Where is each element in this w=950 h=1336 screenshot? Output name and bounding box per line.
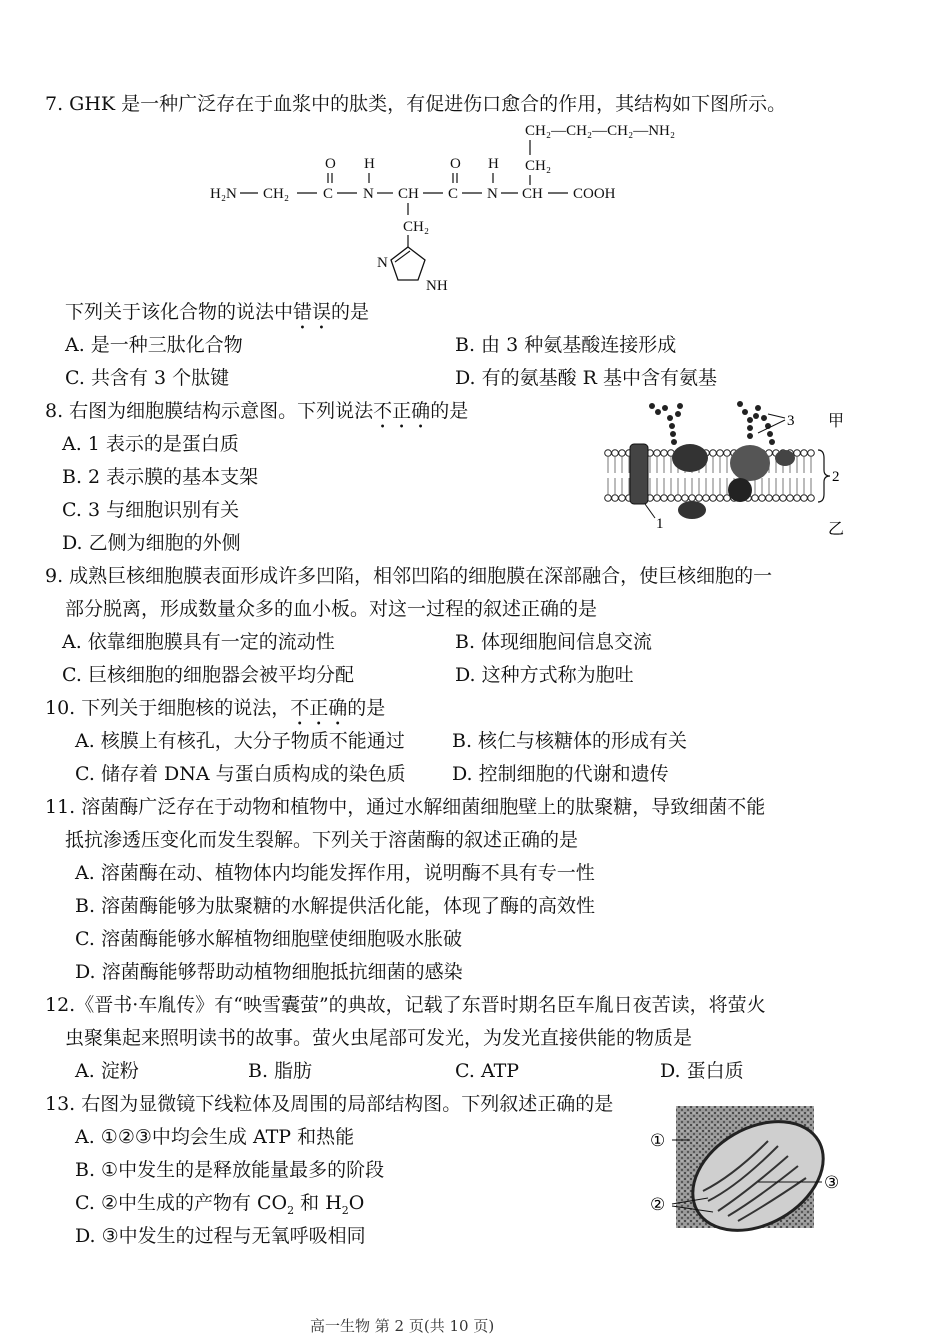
- q8-option-c[interactable]: C. 3 与细胞识别有关: [62, 499, 240, 521]
- membrane-side-bottom: 乙: [828, 521, 845, 538]
- q10-stem: [45, 696, 385, 730]
- q10-option-c[interactable]: C. 储存着 DNA 与蛋白质构成的染色质: [75, 763, 406, 785]
- formula-h2: H: [488, 156, 499, 172]
- ghk-structure-diagram: [200, 115, 676, 295]
- phospholipid-head: [794, 495, 801, 502]
- phospholipid-head: [619, 495, 626, 502]
- q7-option-a[interactable]: A. 是一种三肽化合物: [65, 334, 243, 356]
- q7-question: [65, 300, 369, 334]
- phospholipid-head: [654, 450, 661, 457]
- q8-option-a[interactable]: A. 1 表示的是蛋白质: [62, 433, 239, 455]
- q13-stem: 13. 右图为显微镜下线粒体及周围的局部结构图。下列叙述正确的是: [45, 1093, 614, 1115]
- q12-stem-line2: 虫聚集起来照明读书的故事。萤火虫尾部可发光，为发光直接供能的物质是: [65, 1027, 693, 1049]
- q10-stem-post: 的是: [347, 697, 386, 719]
- phospholipid-head: [717, 450, 724, 457]
- formula-ch1: CH: [398, 186, 419, 202]
- q10-option-d[interactable]: D. 控制细胞的代谢和遗传: [452, 763, 669, 785]
- q11-option-a[interactable]: A. 溶菌酶在动、植物体内均能发挥作用，说明酶不具有专一性: [75, 862, 595, 884]
- formula-side-ch2: CH₂: [403, 219, 430, 235]
- q9-option-a[interactable]: A. 依靠细胞膜具有一定的流动性: [62, 631, 335, 653]
- cell-membrane-diagram: [600, 398, 860, 543]
- q13-option-c-pre: C. ②中生成的产物有 CO: [75, 1192, 288, 1214]
- q12-option-d[interactable]: D. 蛋白质: [660, 1060, 744, 1082]
- q13-option-a[interactable]: A. ①②③中均会生成 ATP 和热能: [75, 1126, 355, 1148]
- q13-option-c[interactable]: [75, 1191, 364, 1223]
- q8-stem-pre: 8. 右图为细胞膜结构示意图。下列说法: [45, 400, 374, 422]
- formula-h2n: H₂N: [210, 186, 237, 202]
- q12-option-b[interactable]: B. 脂肪: [248, 1060, 313, 1082]
- q12-stem-line1: 12.《晋书·车胤传》有“映雪囊萤”的典故，记载了东晋时期名臣车胤日夜苦读，将萤火: [45, 994, 766, 1016]
- membrane-side-top: 甲: [828, 413, 845, 430]
- q13-option-b[interactable]: B. ①中发生的是释放能量最多的阶段: [75, 1159, 385, 1181]
- phospholipid-head: [605, 450, 612, 457]
- q10-option-b[interactable]: B. 核仁与核糖体的形成有关: [452, 730, 688, 752]
- formula-h1: H: [364, 156, 375, 172]
- q11-stem-line1: 11. 溶菌酶广泛存在于动物和植物中，通过水解细菌细胞壁上的肽聚糖，导致细菌不能: [45, 796, 766, 818]
- q7-question-pre: 下列关于该化合物的说法中: [65, 301, 294, 323]
- formula-ch2c: CH: [522, 186, 543, 202]
- q10-option-a[interactable]: A. 核膜上有核孔，大分子物质不能通过: [75, 730, 405, 752]
- q9-option-d[interactable]: D. 这种方式称为胞吐: [455, 664, 634, 686]
- mitochondrion-micrograph: [648, 1106, 848, 1234]
- phospholipid-head: [703, 495, 710, 502]
- formula-ch2-main: CH₂: [263, 186, 290, 202]
- q7-option-d[interactable]: D. 有的氨基酸 R 基中含有氨基: [455, 367, 718, 389]
- membrane-label-2: 2: [832, 469, 840, 485]
- phospholipid-head: [801, 495, 808, 502]
- phospholipid-head: [682, 495, 689, 502]
- phospholipid-head: [724, 450, 731, 457]
- formula-n1: N: [363, 186, 374, 202]
- phospholipid-head: [689, 495, 696, 502]
- phospholipid-head: [654, 495, 661, 502]
- formula-cooh: COOH: [573, 186, 616, 202]
- q10-stem-emph: 不正确: [290, 697, 348, 719]
- q8-stem-post: 的是: [430, 400, 469, 422]
- phospholipid-head: [787, 495, 794, 502]
- page-footer: 高一生物 第 2 页(共 10 页): [310, 1317, 495, 1335]
- q13-option-c-sub2: 2: [341, 1203, 349, 1217]
- phospholipid-head: [717, 495, 724, 502]
- phospholipid-head: [759, 495, 766, 502]
- q7-question-emph: 错误: [293, 301, 332, 323]
- formula-ch2-a: CH₂: [525, 158, 552, 174]
- phospholipid-head: [724, 495, 731, 502]
- q7-option-b[interactable]: B. 由 3 种氨基酸连接形成: [455, 334, 677, 356]
- formula-n2: N: [487, 186, 498, 202]
- q13-option-c-mid: 和 H: [294, 1192, 342, 1214]
- q11-option-b[interactable]: B. 溶菌酶能够为肽聚糖的水解提供活化能，体现了酶的高效性: [75, 895, 596, 917]
- q11-stem-line2: 抵抗渗透压变化而发生裂解。下列关于溶菌酶的叙述正确的是: [65, 829, 579, 851]
- formula-ring-nh: NH: [426, 278, 448, 294]
- phospholipid-head: [696, 495, 703, 502]
- phospholipid-head: [801, 450, 808, 457]
- phospholipid-head: [808, 450, 815, 457]
- phospholipid-head: [619, 450, 626, 457]
- q11-option-c[interactable]: C. 溶菌酶能够水解植物细胞壁使细胞吸水胀破: [75, 928, 462, 950]
- phospholipid-head: [668, 495, 675, 502]
- phospholipid-head: [605, 495, 612, 502]
- q8-option-d[interactable]: D. 乙侧为细胞的外侧: [62, 532, 241, 554]
- phospholipid-head: [752, 495, 759, 502]
- phospholipid-head: [612, 450, 619, 457]
- q8-stem-emph: 不正确: [373, 400, 431, 422]
- membrane-label-3: 3: [787, 413, 795, 429]
- phospholipid-head: [612, 495, 619, 502]
- q9-option-c[interactable]: C. 巨核细胞的细胞器会被平均分配: [62, 664, 354, 686]
- q12-option-c[interactable]: C. ATP: [455, 1060, 520, 1082]
- q7-question-post: 的是: [331, 301, 370, 323]
- q12-option-a[interactable]: A. 淀粉: [75, 1060, 139, 1082]
- q9-stem-line2: 部分脱离，形成数量众多的血小板。对这一过程的叙述正确的是: [65, 598, 598, 620]
- formula-top-chain: CH₂—CH₂—CH₂—NH₂: [525, 123, 676, 139]
- membrane-label-1: 1: [656, 516, 664, 532]
- phospholipid-head: [766, 495, 773, 502]
- q7-stem: 7. GHK 是一种广泛存在于血浆中的肽类，有促进伤口愈合的作用，其结构如下图所示。: [45, 93, 787, 115]
- formula-c1: C: [323, 186, 334, 202]
- q9-option-b[interactable]: B. 体现细胞间信息交流: [455, 631, 653, 653]
- q13-option-c-sub1: 2: [287, 1203, 295, 1217]
- q8-option-b[interactable]: B. 2 表示膜的基本支架: [62, 466, 259, 488]
- formula-o2: O: [450, 156, 461, 172]
- formula-ring-n: N: [377, 255, 388, 271]
- mito-label-3: ③: [824, 1173, 840, 1192]
- phospholipid-head: [710, 495, 717, 502]
- phospholipid-head: [710, 450, 717, 457]
- phospholipid-head: [808, 495, 815, 502]
- formula-c2: C: [448, 186, 459, 202]
- phospholipid-head: [773, 495, 780, 502]
- mito-label-2: ②: [650, 1195, 666, 1214]
- q13-option-c-post: O: [348, 1192, 365, 1214]
- phospholipid-head: [780, 495, 787, 502]
- q8-stem: [45, 399, 468, 433]
- phospholipid-head: [794, 450, 801, 457]
- phospholipid-head: [661, 495, 668, 502]
- formula-o1: O: [325, 156, 336, 172]
- q11-option-d[interactable]: D. 溶菌酶能够帮助动植物细胞抵抗细菌的感染: [75, 961, 463, 983]
- phospholipid-head: [661, 450, 668, 457]
- q10-stem-pre: 10. 下列关于细胞核的说法，: [45, 697, 291, 719]
- q13-option-d[interactable]: D. ③中发生的过程与无氧呼吸相同: [75, 1225, 366, 1247]
- phospholipid-head: [675, 495, 682, 502]
- mito-label-1: ①: [650, 1131, 666, 1150]
- q9-stem-line1: 9. 成熟巨核细胞膜表面形成许多凹陷，相邻凹陷的细胞膜在深部融合，使巨核细胞的一: [45, 565, 773, 587]
- q7-option-c[interactable]: C. 共含有 3 个肽键: [65, 367, 230, 389]
